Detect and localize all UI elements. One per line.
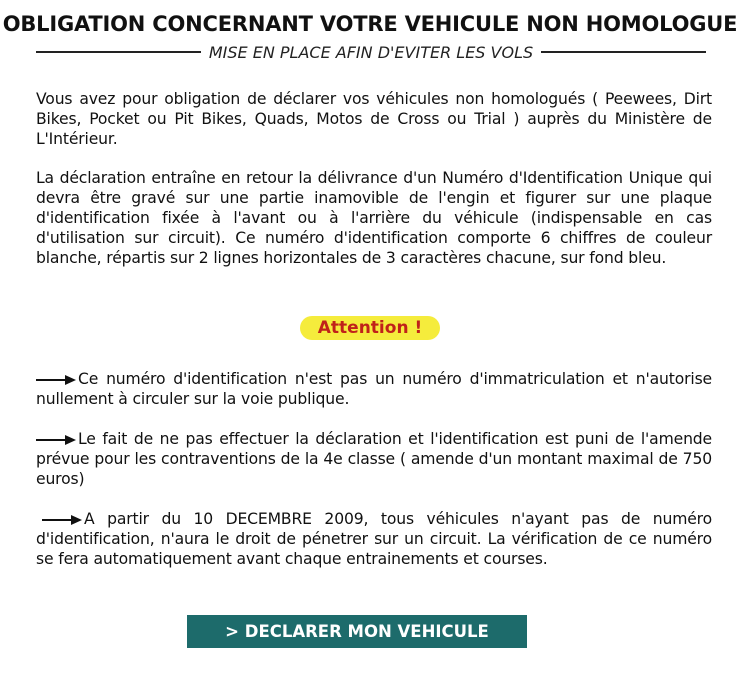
bullet-text: A partir du 10 DECEMBRE 2009, tous véhicules n'ayant pas de numéro d'identification, n'aura le droit de pénetrer sur un circuit. La vérification de ce numéro se fera automatiquement avant chaque entrainements et courses. (36, 510, 712, 568)
arrow-right-icon (36, 434, 76, 446)
bullet-item (36, 509, 712, 569)
bullet-item (36, 429, 712, 489)
subtitle-rule-right (541, 51, 706, 53)
page-title: OBLIGATION CONCERNANT VOTRE VEHICULE NON HOMOLOGUE (2, 12, 738, 36)
intro-paragraph: Vous avez pour obligation de déclarer vos véhicules non homologués ( Peewees, Dirt Bikes, Pocket ou Pit Bikes, Quads, Motos de Cross ou Trial ) auprès du Ministère de L'Intérieur. (36, 90, 712, 148)
arrow-right-icon (42, 514, 82, 526)
bullet-item (36, 369, 712, 409)
attention-badge: Attention ! (300, 316, 440, 340)
bullet-text: Ce numéro d'identification n'est pas un numéro d'immatriculation et n'autorise nullement à circuler sur la voie publique. (36, 370, 712, 408)
arrow-right-icon (36, 374, 76, 386)
subtitle-row (36, 40, 706, 64)
subtitle-rule-left (36, 51, 201, 53)
page-subtitle: MISE EN PLACE AFIN D'EVITER LES VOLS (208, 42, 534, 62)
bullet-text: Le fait de ne pas effectuer la déclaration et l'identification est puni de l'amende prévue pour les contraventions de la 4e classe ( amende d'un montant maximal de 750 euros) (36, 430, 712, 488)
attention-wrap (0, 316, 740, 340)
declare-vehicle-button[interactable]: > DECLARER MON VEHICULE (187, 615, 527, 648)
declaration-paragraph: La déclaration entraîne en retour la délivrance d'un Numéro d'Identification Unique qui devra être gravé sur une partie inamovible de l'engin et figurer sur une plaque d'identification fixée à l'avant ou à l'arrière du véhicule (indispensable en cas d'utilisation sur circuit). Ce numéro d'identification comporte 6 chiffres de couleur blanche, répartis sur 2 lignes horizontales de 3 caractères chacune, sur fond bleu. (36, 169, 712, 267)
